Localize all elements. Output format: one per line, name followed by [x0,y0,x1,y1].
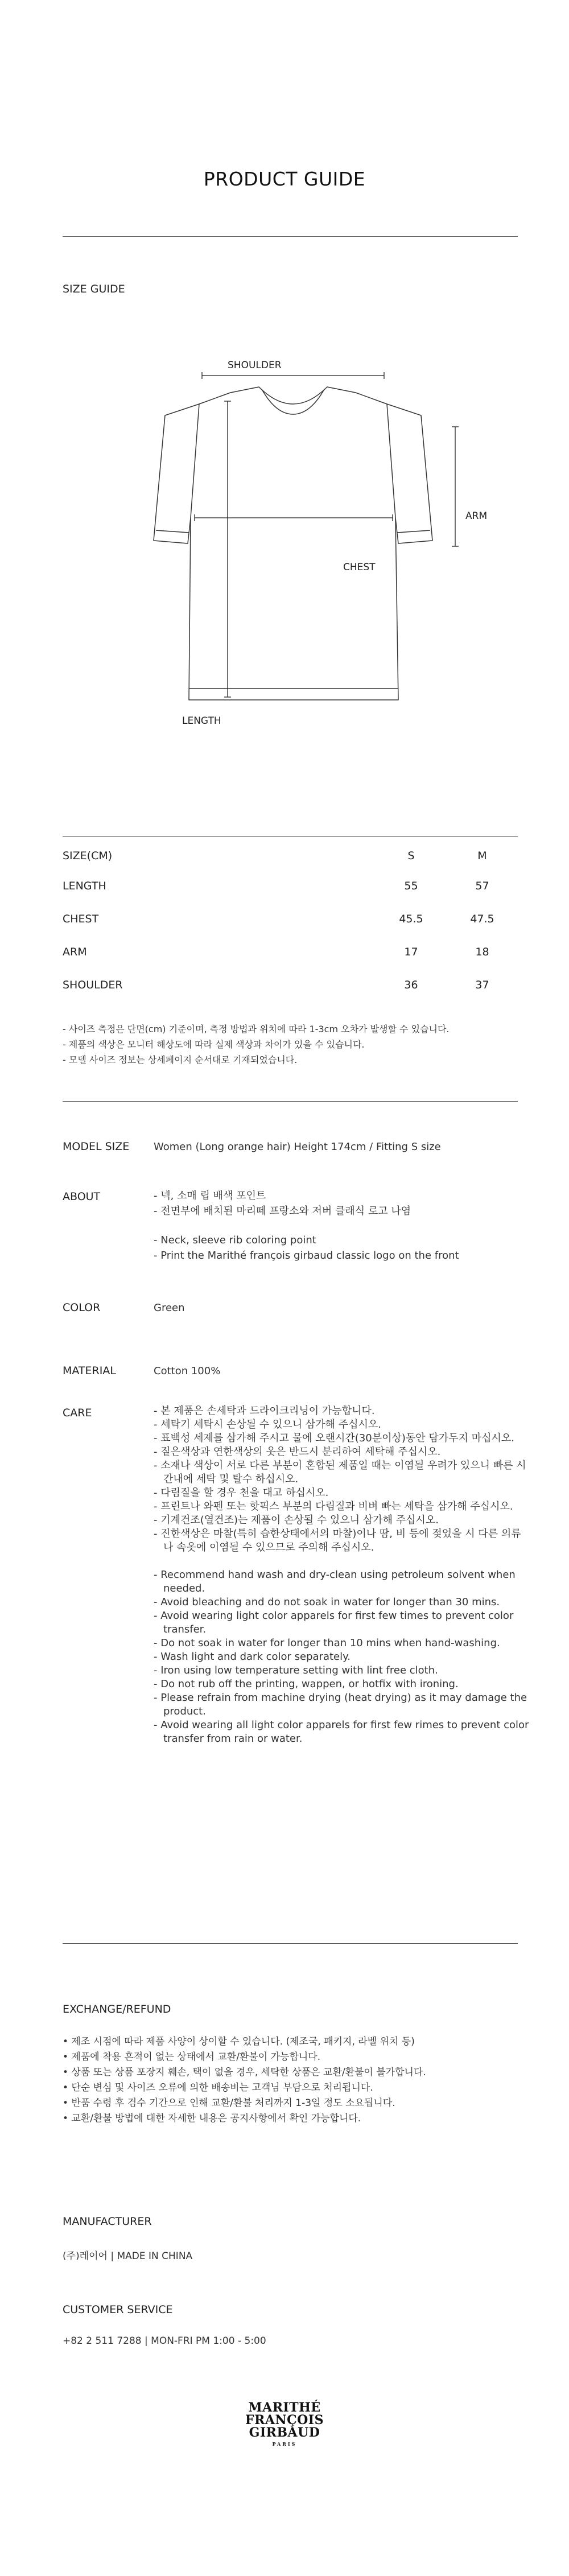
care-line: - Avoid wearing light color apparels for first few times to prevent color transfer. [154,1610,514,1635]
material-value: Cotton 100% [154,1365,221,1377]
size-guide-heading: SIZE GUIDE [63,283,125,295]
care-value [154,1404,529,1746]
list-item: • 제품에 착용 흔적이 없는 상태에서 교환/환불이 가능합니다. [63,2051,321,2063]
care-line: - Iron using low temperature setting with lint free cloth. [154,1664,438,1676]
about-line: - Print the Marithé françois girbaud classic logo on the front [154,1250,459,1262]
cell-s: 17 [404,946,418,958]
brand-logo [242,2401,327,2447]
care-line: - 진한색상은 마찰(특히 습한상태에서의 마찰)이나 땀, 비 등에 젖었을 시 다른 의류나 속옷에 이염될 수 있으므로 주의해 주십시오. [154,1528,521,1553]
care-line: - 짙은색상과 연한색상의 옷은 반드시 분리하여 세탁해 주십시오. [154,1446,441,1458]
customer-service-title: CUSTOMER SERVICE [63,2303,173,2316]
about-line: - 전면부에 배치된 마리떼 프랑소와 저버 클래식 로고 나염 [154,1205,411,1217]
model-size-value: Women (Long orange hair) Height 174cm / Fitting S size [154,1141,441,1153]
cell-m: 47.5 [470,913,494,925]
care-line: - Wash light and dark color separately. [154,1651,351,1663]
list-item: • 교환/환불 방법에 대한 자세한 내용은 공지사항에서 확인 가능합니다. [63,2113,361,2124]
table-row [63,869,518,902]
exchange-refund-list [63,2034,518,2126]
header-size-m: M [477,850,487,862]
care-line: - 다림질을 할 경우 천을 대고 하십시오. [154,1487,329,1499]
divider [63,1943,518,1944]
header-size-s: S [407,850,415,862]
note-line: - 모델 사이즈 정보는 상세페이지 순서대로 기재되었습니다. [63,1054,298,1065]
length-label: LENGTH [182,715,221,727]
color-label: COLOR [63,1301,101,1314]
header-size-cm: SIZE(CM) [63,850,113,862]
care-line: - 표백성 세제를 삼가해 주시고 물에 오랜시간(30분이상)동안 담가두지 마십시오. [154,1432,514,1444]
note-line: - 사이즈 측정은 단면(cm) 기준이며, 측정 방법과 위치에 따라 1-3cm 오차가 발생할 수 있습니다. [63,1024,450,1034]
page-title: PRODUCT GUIDE [203,168,366,190]
cell-s: 55 [404,880,418,892]
arm-label: ARM [465,510,488,522]
customer-service-value: +82 2 511 7288 | MON-FRI PM 1:00 - 5:00 [63,2335,266,2347]
care-line: - Please refrain from machine drying (heat drying) as it may damage the product. [154,1692,527,1717]
divider [63,236,518,237]
about-line: - Neck, sleeve rib coloring point [154,1234,316,1246]
logo-line-4: PARIS [272,2441,297,2447]
row-label: CHEST [63,913,99,925]
table-row [63,902,518,935]
table-row [63,935,518,968]
care-line: - 프린트나 와펜 또는 핫픽스 부분의 다림질과 비벼 빠는 세탁을 삼가해 주십시오. [154,1501,513,1512]
size-table [63,842,518,1001]
care-line: - Avoid wearing all light color apparels for first few rimes to prevent color transfer from rain or water. [154,1719,529,1745]
care-line: - Recommend hand wash and dry-clean using petroleum solvent when needed. [154,1569,516,1594]
care-line: - Avoid bleaching and do not soak in water for longer than 30 mins. [154,1596,500,1608]
spacer [154,1555,529,1568]
color-value: Green [154,1302,185,1314]
care-line: - 기계건조(열건조)는 제품이 손상될 수 있으니 삼가해 주십시오. [154,1514,439,1526]
chest-label: CHEST [343,562,376,573]
care-line: - Do not rub off the printing, wappen, or hotfix with ironing. [154,1678,459,1690]
list-item: • 단순 변심 및 사이즈 오류에 의한 배송비는 고객님 부담으로 처리됩니다. [63,2082,373,2093]
size-notes [63,1021,518,1068]
cell-s: 36 [404,979,418,991]
material-label: MATERIAL [63,1365,116,1377]
model-size-label: MODEL SIZE [63,1140,130,1153]
list-item: • 제조 시점에 따라 제품 사양이 상이할 수 있습니다. (제조국, 패키지, 라벨 위치 등) [63,2036,415,2047]
about-label: ABOUT [63,1190,101,1203]
table-top-rule [63,836,518,837]
logo-line-2: FRANÇOIS [245,2413,324,2427]
note-line: - 제품의 색상은 모니터 해상도에 따라 실제 색상과 차이가 있을 수 있습니다. [63,1039,365,1050]
care-line: - 소재나 색상이 서로 다른 부분이 혼합된 제품일 때는 이염될 우려가 있으니 빠른 시간내에 세탁 및 탈수 하십시오. [154,1460,526,1485]
shoulder-label: SHOULDER [228,360,282,371]
about-line: - 넥, 소매 립 배색 포인트 [154,1190,266,1202]
list-item: • 반품 수령 후 검수 기간으로 인해 교환/환불 처리까지 1-3일 정도 소요됩니다. [63,2097,395,2109]
logo-line-1: MARITHÉ [248,2400,321,2415]
care-line: - 본 제품은 손세탁과 드라이크리닝이 가능합니다. [154,1405,375,1417]
logo-line-3: GIRBAUD [249,2425,320,2440]
spacer [154,1219,518,1233]
manufacturer-value: (주)레이어 | MADE IN CHINA [63,2251,193,2262]
row-label: LENGTH [63,880,106,892]
cell-m: 37 [475,979,489,991]
table-row [63,968,518,1001]
care-label: CARE [63,1407,92,1419]
care-line: - 세탁기 세탁시 손상될 수 있으니 삼가해 주십시오. [154,1419,382,1431]
care-line: - Do not soak in water for longer than 10 mins when hand-washing. [154,1637,500,1649]
cell-m: 18 [475,946,489,958]
cell-s: 45.5 [399,913,423,925]
size-diagram [148,347,478,759]
exchange-refund-title: EXCHANGE/REFUND [63,2003,171,2016]
cell-m: 57 [475,880,489,892]
row-label: ARM [63,946,87,958]
divider [63,1101,518,1102]
about-value [154,1188,518,1263]
table-header-row [63,842,518,869]
list-item: • 상품 또는 상품 포장지 훼손, 택이 없을 경우, 세탁한 상품은 교환/환불이 불가합니다. [63,2067,426,2078]
row-label: SHOULDER [63,979,123,991]
manufacturer-title: MANUFACTURER [63,2215,152,2228]
